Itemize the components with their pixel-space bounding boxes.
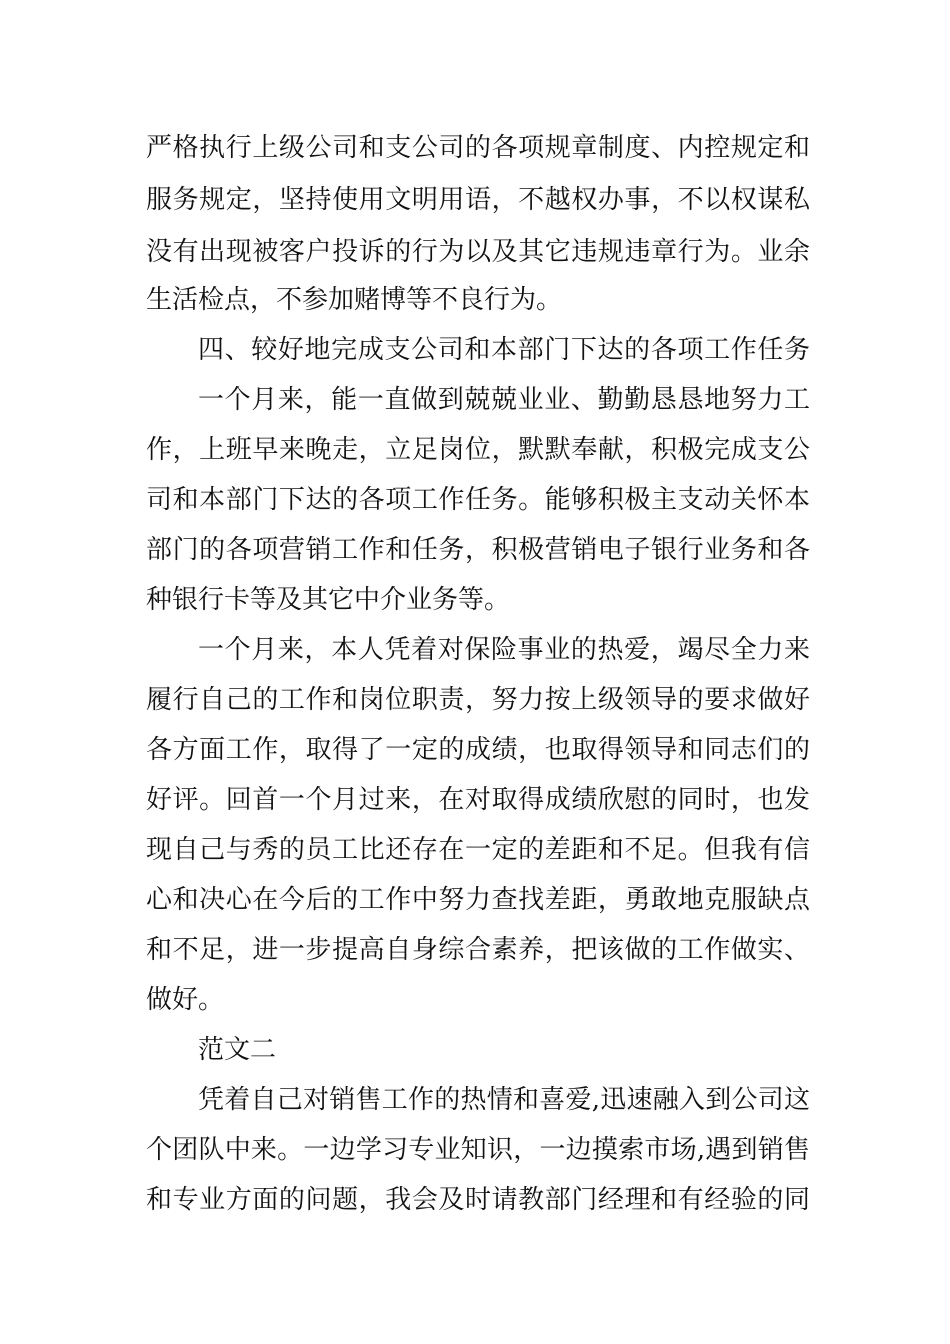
text-line: 凭着自己对销售工作的热情和喜爱,迅速融入到公司这	[198, 1085, 810, 1115]
text-line: 一个月来，本人凭着对保险事业的热爱，竭尽全力来	[198, 635, 810, 665]
text-line: 种银行卡等及其它中介业务等。	[146, 585, 511, 615]
text-line: 一个月来，能一直做到兢兢业业、勤勤恳恳地努力工	[198, 385, 810, 415]
text-line: 个团队中来。一边学习专业知识，一边摸索市场,遇到销售	[146, 1135, 810, 1165]
text-line: 和专业方面的问题，我会及时请教部门经理和有经验的同	[146, 1185, 810, 1215]
text-line: 做好。	[146, 985, 225, 1015]
text-line: 好评。回首一个月过来，在对取得成绩欣慰的同时，也发	[146, 785, 810, 815]
text-line: 部门的各项营销工作和任务，积极营销电子银行业务和各	[146, 535, 810, 565]
section-heading: 四、较好地完成支公司和本部门下达的各项工作任务	[198, 335, 810, 365]
text-line: 生活检点，不参加赌博等不良行为。	[146, 285, 563, 315]
text-line: 作，上班早来晚走，立足岗位，默默奉献，积极完成支公	[146, 435, 810, 465]
text-line: 各方面工作，取得了一定的成绩，也取得领导和同志们的	[146, 735, 810, 765]
text-line: 服务规定，坚持使用文明用语，不越权办事，不以权谋私	[146, 185, 810, 215]
text-line: 没有出现被客户投诉的行为以及其它违规违章行为。业余	[146, 237, 810, 267]
section-heading: 范文二	[198, 1035, 277, 1065]
text-line: 现自己与秀的员工比还存在一定的差距和不足。但我有信	[146, 835, 810, 865]
text-line: 心和决心在今后的工作中努力查找差距，勇敢地克服缺点	[146, 885, 810, 915]
text-line: 和不足，进一步提高自身综合素养，把该做的工作做实、	[146, 935, 810, 965]
text-line: 履行自己的工作和岗位职责，努力按上级领导的要求做好	[146, 685, 810, 715]
text-line: 司和本部门下达的各项工作任务。能够积极主支动关怀本	[146, 485, 810, 515]
text-line: 严格执行上级公司和支公司的各项规章制度、内控规定和	[146, 133, 810, 163]
